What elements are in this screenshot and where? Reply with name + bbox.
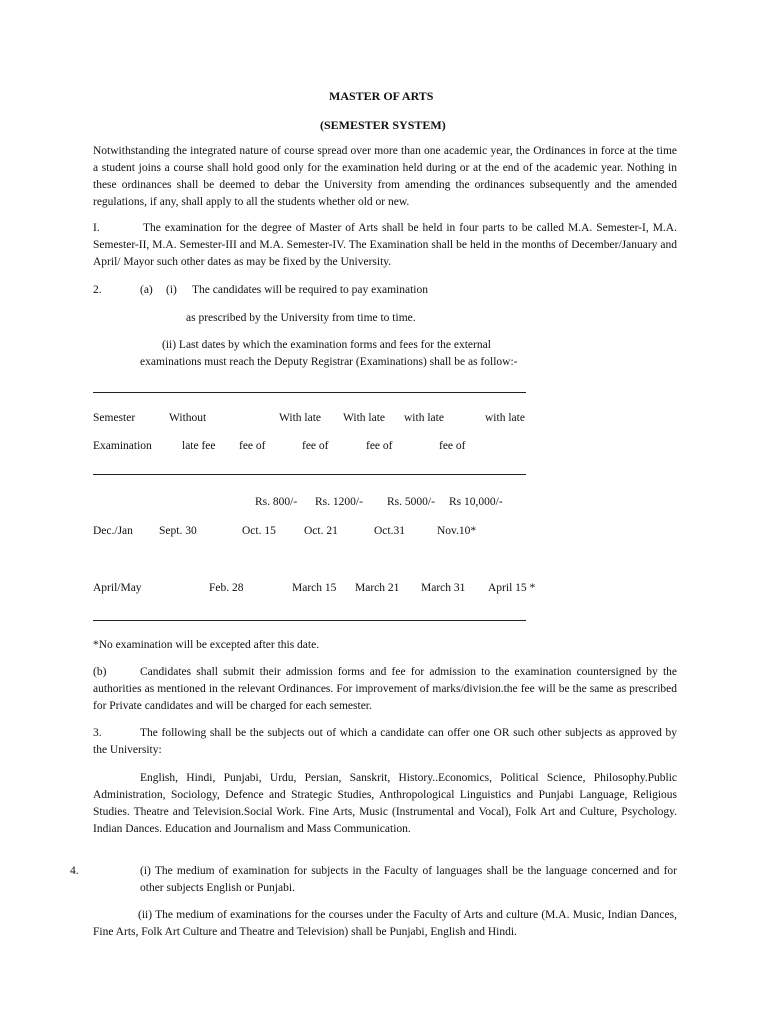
- section-2a-i-text-1: The candidates will be required to pay examination: [192, 284, 428, 296]
- section-2a-label: (a): [140, 284, 153, 296]
- table-header-cell: With late: [343, 412, 386, 424]
- table-cell: March 15: [292, 582, 337, 594]
- section-2a-i-label: (i): [166, 284, 177, 296]
- section-3-text: The following shall be the subjects out of which a candidate can offer one OR such other subjects as approved by the University:: [93, 727, 677, 756]
- table-footnote: *No examination will be excepted after this date.: [93, 639, 320, 651]
- table-cell: Sept. 30: [159, 525, 197, 537]
- table-header-cell: Semester: [93, 412, 136, 424]
- table-rule-middle: [93, 474, 526, 475]
- table-cell: Dec./Jan: [93, 525, 133, 537]
- table-header-cell: Without: [169, 412, 207, 424]
- table-rule-top: [93, 392, 526, 393]
- fee-amount: Rs. 1200/-: [315, 496, 363, 508]
- fee-amount: Rs. 800/-: [255, 496, 298, 508]
- table-cell: April 15 *: [488, 582, 536, 594]
- fee-amount: Rs. 5000/-: [387, 496, 435, 508]
- section-4-ii-text: (ii) The medium of examinations for the courses under the Faculty of Arts and culture (M.A. Music, Indian Dances, Fine Arts, Folk Art Culture and Theatre and Television) shall be Punjabi, English and Hindi.: [93, 909, 677, 938]
- table-header-cell: late fee: [182, 440, 216, 452]
- table-cell: March 31: [421, 582, 466, 594]
- table-cell: Oct.31: [374, 525, 405, 537]
- fee-amount: Rs 10,000/-: [449, 496, 503, 508]
- table-cell: Feb. 28: [209, 582, 244, 594]
- section-1-text: The examination for the degree of Master of Arts shall be held in four parts to be called M.A. Semester-I, M.A. Semester-II, M.A. Semester-III and M.A. Semester-IV. The Examination shall be held in the months of December/January and April/ Mayor such other dates as may be fixed by the University.: [93, 222, 677, 268]
- section-3-subjects: English, Hindi, Punjabi, Urdu, Persian, Sanskrit, History..Economics, Political Science, Philosophy.Public Administration, Sociology, Defence and Strategic Studies, Anthropological Linguistics and Punjabi Language, Religious Studies. Theatre and Television.Social Work. Fine Arts, Music (Instrumental and Vocal), Folk Art and Culture, Psychology. Indian Dances. Education and Journalism and Mass Communication.: [93, 772, 677, 835]
- table-header-cell: With late: [279, 412, 322, 424]
- table-cell: Oct. 15: [242, 525, 276, 537]
- section-1-number: I.: [93, 222, 100, 234]
- section-2b-label: (b): [93, 666, 107, 678]
- table-cell: April/May: [93, 582, 142, 594]
- section-3-number: 3.: [93, 727, 102, 739]
- table-header-cell: fee of: [366, 440, 393, 452]
- table-cell: Oct. 21: [304, 525, 338, 537]
- table-rule-bottom: [93, 620, 526, 621]
- page-subtitle: (SEMESTER SYSTEM): [320, 118, 446, 132]
- table-cell: March 21: [355, 582, 400, 594]
- table-cell: Nov.10*: [437, 525, 477, 537]
- table-header-cell: fee of: [302, 440, 329, 452]
- table-header-cell: fee of: [439, 440, 466, 452]
- section-4-i-text: (i) The medium of examination for subjects in the Faculty of languages shall be the language concerned and for other subjects English or Punjabi.: [140, 865, 677, 894]
- table-header-cell: with late: [404, 412, 444, 424]
- section-2a-ii-text-2: examinations must reach the Deputy Registrar (Examinations) shall be as follow:-: [140, 356, 518, 368]
- section-4-number: 4.: [70, 865, 79, 877]
- table-header-cell: Examination: [93, 440, 152, 452]
- section-2b-text: Candidates shall submit their admission forms and fee for admission to the examination countersigned by the authorities as mentioned in the relevant Ordinances. For improvement of marks/division.the fee will be the same as prescribed for Private candidates and will be charged for each semester.: [93, 666, 677, 712]
- page-title: MASTER OF ARTS: [329, 89, 434, 103]
- intro-paragraph: Notwithstanding the integrated nature of course spread over more than one academic year, the Ordinances in force at the time a student joins a course shall hold good only for the examination held during or at the end of the academic year. Nothing in these ordinances shall be deemed to debar the University from amending the ordinances subsequently and the amended regulations, if any, shall apply to all the students whether old or new.: [93, 145, 677, 208]
- section-2-number: 2.: [93, 284, 102, 296]
- table-header-cell: fee of: [239, 440, 266, 452]
- table-header-cell: with late: [485, 412, 525, 424]
- section-2a-ii-text-1: (ii) Last dates by which the examination forms and fees for the external: [162, 339, 491, 351]
- section-2a-i-text-2: as prescribed by the University from time to time.: [186, 312, 416, 324]
